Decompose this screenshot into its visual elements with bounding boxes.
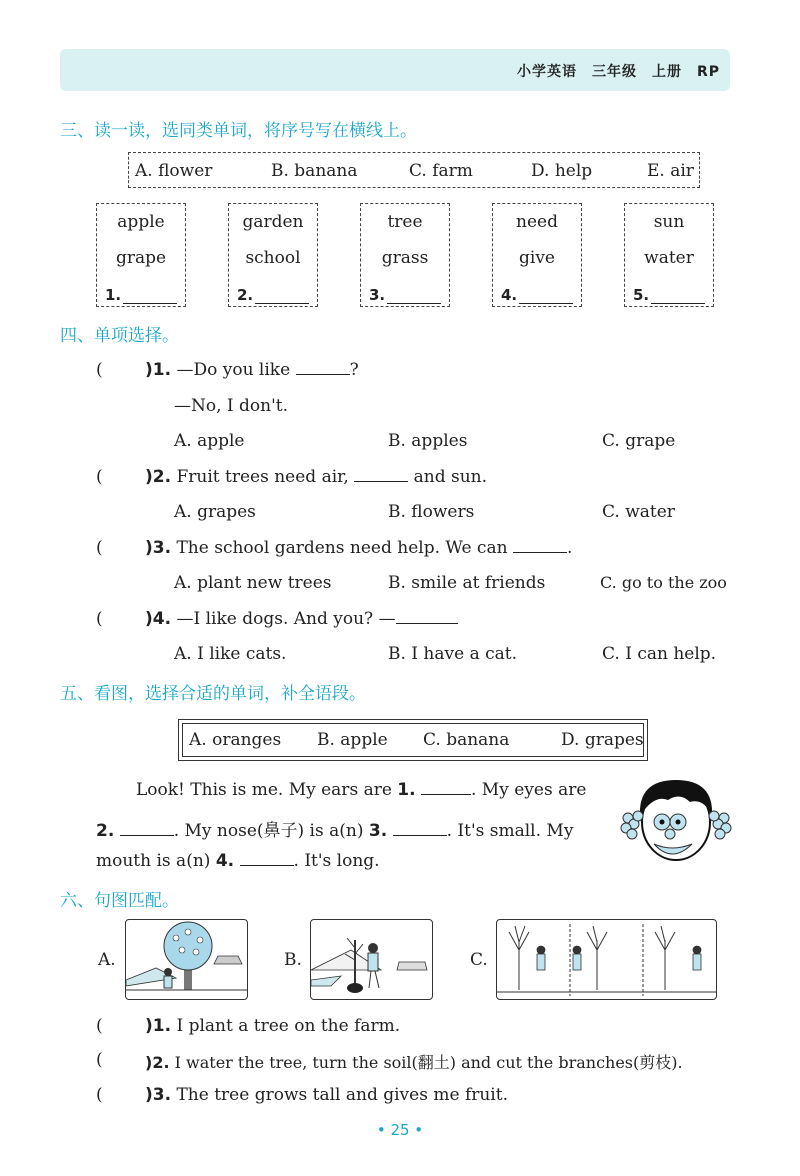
card-word: garden (242, 212, 304, 232)
card-word: grass (381, 248, 429, 268)
q-tail: and sun. (413, 467, 488, 487)
word-card-1 (96, 203, 186, 307)
card-word: apple (117, 212, 165, 232)
option-c: C. banana (423, 730, 510, 750)
q4-choice-c[interactable]: C. I can help. (602, 644, 717, 664)
card-word: school (245, 248, 301, 268)
answer-paren[interactable]: ( (96, 1085, 103, 1105)
q-number: )4. (145, 609, 172, 629)
passage-text: . It's small. My (446, 821, 574, 841)
q-number: )3. (145, 538, 172, 558)
s-number: )3. (145, 1085, 172, 1105)
card-number: 5. (633, 286, 650, 304)
q1-choice-a[interactable]: A. apple (174, 431, 245, 451)
q4-choice-a[interactable]: A. I like cats. (174, 644, 287, 664)
option-b: B. banana (271, 161, 358, 181)
blank[interactable] (296, 360, 350, 375)
picture-b[interactable] (310, 919, 433, 1000)
card-word: need (516, 212, 558, 232)
card-word: give (519, 248, 555, 268)
option-d: D. grapes (561, 730, 644, 750)
s-text: The tree grows tall and gives me fruit. (176, 1085, 508, 1105)
planting-illustration (311, 920, 432, 999)
section5-title: 五、看图，选择合适的单词，补全语段。 (60, 684, 366, 704)
sentence-3 (145, 1085, 508, 1105)
q-number: )1. (145, 360, 172, 380)
s-number: )1. (145, 1016, 172, 1036)
card-number: 3. (369, 286, 386, 304)
option-b: B. apple (317, 730, 388, 750)
sentence-1 (145, 1016, 400, 1036)
page-number: • 25 • (376, 1121, 424, 1139)
passage-text: . It's long. (293, 851, 380, 871)
q1-choice-b[interactable]: B. apples (388, 431, 468, 451)
question-4 (145, 609, 458, 629)
q3-choice-a[interactable]: A. plant new trees (174, 573, 332, 593)
question-3 (145, 538, 572, 558)
q1-answer-line: —No, I don't. (174, 396, 289, 416)
q4-choice-b[interactable]: B. I have a cat. (388, 644, 518, 664)
answer-paren[interactable]: ( (96, 538, 103, 558)
picture-label-c: C. (470, 950, 488, 970)
picture-label-a: A. (98, 950, 116, 970)
option-d: D. help (531, 161, 593, 181)
answer-paren[interactable]: ( (96, 1016, 103, 1036)
blank[interactable] (120, 821, 174, 836)
picture-a[interactable] (125, 919, 248, 1000)
q-text: —Do you like (176, 360, 291, 380)
answer-paren[interactable]: ( (96, 467, 103, 487)
tree-care-illustration (497, 920, 716, 999)
card-word: tree (387, 212, 423, 232)
option-a: A. flower (135, 161, 213, 181)
blank[interactable] (396, 609, 458, 624)
blank[interactable] (354, 467, 408, 482)
passage-text: . My eyes are (471, 780, 587, 800)
section3-options-box (128, 152, 700, 188)
q-tail: . (566, 538, 573, 558)
q1-choice-c[interactable]: C. grape (602, 431, 676, 451)
section6-title: 六、句图匹配。 (60, 891, 179, 911)
answer-blank-5[interactable] (651, 303, 705, 304)
q2-choice-b[interactable]: B. flowers (388, 502, 475, 522)
blank-number: 3. (368, 821, 388, 841)
word-card-5 (624, 203, 714, 307)
blank[interactable] (513, 538, 567, 553)
option-a: A. oranges (189, 730, 282, 750)
blank[interactable] (421, 780, 471, 795)
blank[interactable] (393, 821, 447, 836)
q2-choice-c[interactable]: C. water (602, 502, 675, 522)
q-number: )2. (145, 467, 172, 487)
q3-choice-c[interactable]: C. go to the zoo (600, 573, 727, 592)
passage-text: . My nose(鼻子) is a(n) (173, 821, 364, 841)
option-c: C. farm (409, 161, 473, 181)
q3-choice-b[interactable]: B. smile at friends (388, 573, 546, 593)
card-number: 2. (237, 286, 254, 304)
picture-label-b: B. (284, 950, 302, 970)
s-text: I plant a tree on the farm. (176, 1016, 401, 1036)
blank-number: 2. (96, 821, 115, 841)
question-1 (145, 360, 359, 380)
answer-blank-4[interactable] (519, 303, 573, 304)
q-tail: ? (349, 360, 359, 380)
blank[interactable] (240, 851, 294, 866)
q2-choice-a[interactable]: A. grapes (174, 502, 256, 522)
q-text: —I like dogs. And you? — (176, 609, 396, 629)
card-word: water (644, 248, 694, 268)
card-number: 1. (105, 286, 122, 304)
word-card-3 (360, 203, 450, 307)
passage-line-2 (96, 816, 573, 841)
answer-blank-1[interactable] (123, 303, 177, 304)
s-number: )2. (145, 1053, 170, 1072)
section4-title: 四、单项选择。 (60, 326, 179, 346)
picture-c[interactable] (496, 919, 717, 1000)
answer-blank-3[interactable] (387, 303, 441, 304)
passage-line-1 (136, 780, 586, 800)
question-2 (145, 467, 487, 487)
fruit-face-illustration (620, 772, 732, 872)
answer-blank-2[interactable] (255, 303, 309, 304)
blank-number: 1. (397, 780, 416, 800)
card-word: sun (653, 212, 685, 232)
card-word: grape (115, 248, 167, 268)
sentence-2 (145, 1050, 683, 1073)
section3-title: 三、读一读，选同类单词，将序号写在横线上。 (60, 121, 417, 141)
passage-text: mouth is a(n) (96, 851, 211, 871)
tree-fruit-illustration (126, 920, 247, 999)
word-card-4 (492, 203, 582, 307)
q-text: The school gardens need help. We can (176, 538, 508, 558)
option-e: E. air (647, 161, 694, 181)
answer-paren[interactable]: ( (96, 609, 103, 629)
header-book-info: 小学英语 三年级 上册 RP (516, 64, 720, 80)
s-text: I water the tree, turn the soil(翻土) and cut the branches(剪枝). (174, 1053, 683, 1072)
passage-line-3 (96, 851, 380, 871)
word-card-2 (228, 203, 318, 307)
card-number: 4. (501, 286, 518, 304)
answer-paren[interactable]: ( (96, 1050, 103, 1070)
blank-number: 4. (215, 851, 235, 871)
answer-paren[interactable]: ( (96, 360, 103, 380)
section5-options-box (178, 719, 648, 761)
q-text: Fruit trees need air, (176, 467, 349, 487)
passage-text: Look! This is me. My ears are (136, 780, 392, 800)
